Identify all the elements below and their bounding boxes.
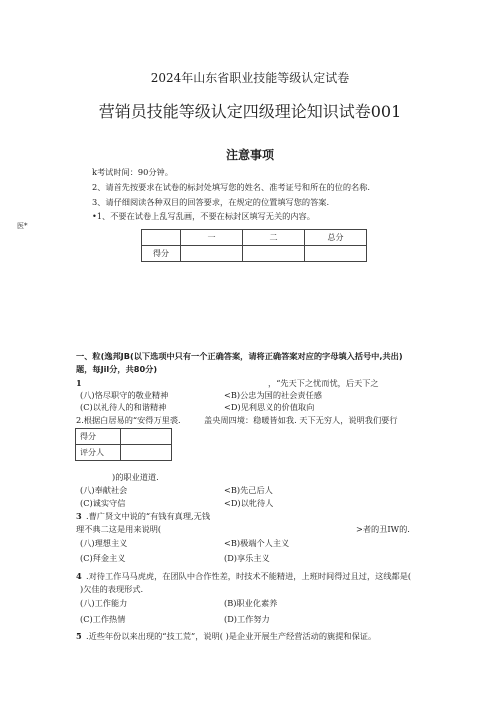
q4-number: 4 [76, 571, 82, 581]
score-table-header-cell: 总分 [305, 230, 367, 246]
q4-option-b: (B)职业化素养 [224, 598, 278, 608]
grader-box [75, 428, 172, 461]
main-title: 营销员技能等级认定四级理论知识试卷001 [98, 102, 402, 121]
score-table-header-cell: 二 [243, 230, 305, 246]
q1-option-b: <B)公忠为国的社会责任感 [224, 390, 322, 400]
q2-option-a: (八)奉献社会 [80, 485, 128, 495]
grader-row [76, 445, 172, 461]
q3-option-c: (C)拜金主义 [80, 553, 126, 563]
score-table-header-cell: 一 [181, 230, 243, 246]
section-heading-line2: 题，每Jil分，共80分) [76, 364, 158, 374]
q2-stem-right: 盖央周四境：稳暖皆如我. 天下无穷人，说明我们要行 [204, 415, 398, 425]
q2-option-c: (C)诚实守信 [80, 498, 126, 508]
q2-stem: 2.根据白居易的“安得万里裘. [76, 415, 181, 425]
q1-option-c: (C)以礼待人的和谐精神 [80, 402, 167, 412]
score-cell[interactable] [305, 246, 367, 262]
score-table-header-row [142, 230, 367, 246]
q4-option-a: (八)工作能力 [80, 598, 128, 608]
score-cell[interactable] [243, 246, 305, 262]
q3-option-b: <B)极端个人主义 [224, 538, 290, 548]
q4-stem-2: )欠佳的表现形式. [80, 584, 144, 594]
grader-score-label: 得分 [76, 429, 121, 445]
q2-stem-end: )的职业道道. [112, 472, 159, 482]
grader-person-label: 评分人 [76, 445, 121, 461]
q2-option-d: <D)以牝待人 [224, 498, 274, 508]
notice-heading: 注意事项 [225, 148, 274, 162]
q5-stem: .近些年份以来出现的“技工荒”，说明( )是企业开展生产经营活动的旐提和保证。 [86, 631, 377, 641]
score-cell[interactable] [181, 246, 243, 262]
notice-item: k考试时间：90分钟。 [92, 167, 173, 177]
section-heading-line1: 一、粒(逸邦JB(以下选项中只有一个正确答案，请将正确答案对应的字母填入括号中,共出) [76, 351, 403, 361]
score-row-label: 得分 [142, 246, 181, 262]
score-table-header-cell [142, 230, 181, 246]
q5-number: 5 [76, 631, 82, 641]
q1-number: 1 [76, 378, 82, 388]
q1-stem: ，“先天下之忧而忧，后天下之 [268, 378, 379, 388]
q3-stem-2: 理不典二这是用来说明( [76, 524, 162, 534]
q4-option-c: (C)工作热情 [80, 614, 126, 624]
q1-option-a: (八)恪尽职守的敬业精神 [80, 390, 169, 400]
notice-item: 3、请仔细阅读各种双目的回答要求，在规定的位置填写您的答案. [92, 197, 330, 207]
exam-year-title: 2024年山东省职业技能等级认定试卷 [150, 71, 350, 85]
q2-option-b: <B)先己后人 [224, 485, 273, 495]
q3-stem-1: .曹广贤文中说的“有钱有真理,无钱 [86, 511, 211, 521]
notice-item: •1、不要在试卷上乱写乱画，不要在标封区填写无关的内容。 [92, 211, 315, 221]
q4-stem-1: .对待工作马马虎虎，在团队中合作性差，时技术不能精进，上班时间得过且过，这线都是( [86, 571, 412, 581]
grader-row [76, 429, 172, 445]
side-mark: 医* [17, 222, 28, 230]
q3-stem-right: >者的丑IW的. [356, 524, 410, 534]
q3-option-a: (八)理想主义 [80, 538, 128, 548]
q3-number: 3 [76, 511, 82, 521]
grader-person-cell[interactable] [121, 445, 172, 461]
grader-score-cell[interactable] [121, 429, 172, 445]
score-table-row [142, 246, 367, 262]
notice-item: 2、请首先按要求在试卷的标封处填写您的姓名、准考证号和所在的位的名称. [92, 182, 371, 192]
q4-option-d: (D)工作努力 [224, 614, 270, 624]
q1-option-d: <D)见利思义的价值取向 [224, 402, 315, 412]
q3-option-d: (D)享乐主义 [224, 553, 270, 563]
score-table [141, 229, 367, 262]
